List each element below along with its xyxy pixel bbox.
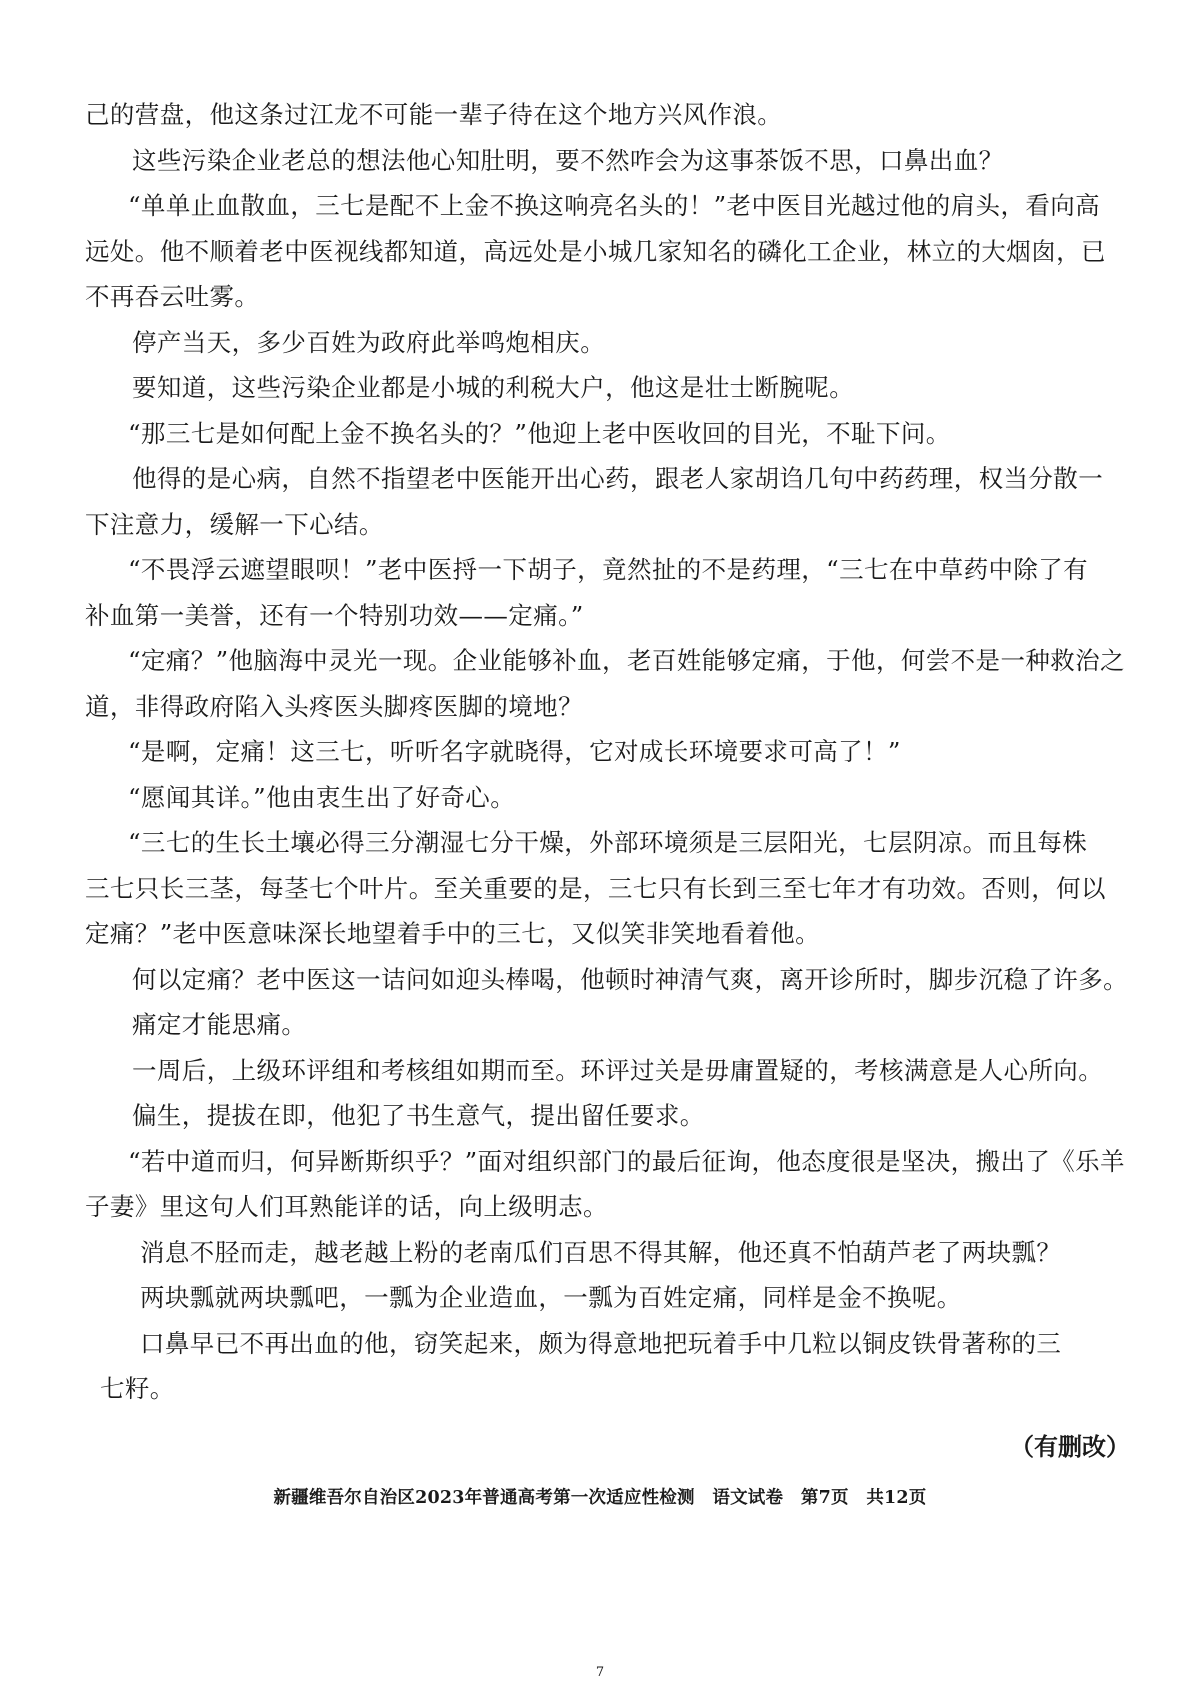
text-line: 己的营盘，他这条过江龙不可能一辈子待在这个地方兴风作浪。: [85, 100, 783, 129]
text-line: 两块瓢就两块瓢吧，一瓢为企业造血，一瓢为百姓定痛，同样是金不换呢。: [140, 1283, 962, 1312]
text-line: 偏生，提拔在即，他犯了书生意气，提出留任要求。: [132, 1101, 705, 1130]
text-line: 口鼻早已不再出血的他，窃笑起来，颇为得意地把玩着手中几粒以铜皮铁骨著称的三: [140, 1329, 1062, 1358]
source-note: （有删改）: [1010, 1432, 1130, 1461]
text-line: 一周后，上级环评组和考核组如期而至。环评过关是毋庸置疑的，考核满意是人心所向。: [132, 1056, 1104, 1085]
text-line: “那三七是如何配上金不换名头的？”他迎上老中医收回的目光，不耻下问。: [128, 419, 951, 448]
text-line: 远处。他不顺着老中医视线都知道，高远处是小城几家知名的磷化工企业，林立的大烟囱，已: [85, 237, 1106, 266]
text-line: 何以定痛？老中医这一诘问如迎头棒喝，他顿时神清气爽，离开诊所时，脚步沉稳了许多。: [132, 965, 1128, 994]
text-line: “愿闻其详。”他由衷生出了好奇心。: [128, 783, 516, 812]
text-line: 不再吞云吐雾。: [85, 282, 260, 311]
text-line: 三七只长三茎，每茎七个叶片。至关重要的是，三七只有长到三至七年才有功效。否则，何以: [85, 874, 1106, 903]
text-line: “是啊，定痛！这三七，听听名字就晓得，它对成长环境要求可高了！”: [128, 737, 901, 766]
text-line: “不畏浮云遮望眼呗！”老中医捋一下胡子，竟然扯的不是药理，“三七在中草药中除了有: [128, 555, 1089, 584]
text-line: 消息不胫而走，越老越上粉的老南瓜们百思不得其解，他还真不怕葫芦老了两块瓢？: [140, 1238, 1062, 1267]
text-line: “定痛？”他脑海中灵光一现。企业能够补血，老百姓能够定痛，于他，何尝不是一种救治之: [128, 646, 1125, 675]
text-line: 要知道，这些污染企业都是小城的利税大户，他这是壮士断腕呢。: [132, 373, 855, 402]
text-line: 补血第一美誉，还有一个特别功效——定痛。”: [85, 601, 584, 630]
text-line: 定痛？”老中医意味深长地望着手中的三七，又似笑非笑地看着他。: [85, 919, 821, 948]
text-line: “若中道而归，何异断斯织乎？”面对组织部门的最后征询，他态度很是坚决，搬出了《乐羊: [128, 1147, 1125, 1176]
text-line: 子妻》里这句人们耳熟能详的话，向上级明志。: [85, 1192, 608, 1221]
text-line: 痛定才能思痛。: [132, 1010, 307, 1039]
text-line: 他得的是心病，自然不指望老中医能开出心药，跟老人家胡诌几句中药药理，权当分散一: [132, 464, 1104, 493]
page-number: 7: [595, 1665, 605, 1680]
text-line: 下注意力，缓解一下心结。: [85, 510, 384, 539]
text-line: “单单止血散血，三七是配不上金不换这响亮名头的！”老中医目光越过他的肩头，看向高: [128, 191, 1101, 220]
text-line: 停产当天，多少百姓为政府此举鸣炮相庆。: [132, 328, 606, 357]
text-line: “三七的生长土壤必得三分潮湿七分干燥，外部环境须是三层阳光，七层阴凉。而且每株: [128, 828, 1088, 857]
text-line: 七籽。: [100, 1374, 175, 1403]
text-line: 道，非得政府陷入头疼医头脚疼医脚的境地？: [85, 692, 583, 721]
page-footer: 新疆维吾尔自治区2023年普通高考第一次适应性检测 语文试卷 第7页 共12页: [273, 1488, 927, 1508]
text-line: 这些污染企业老总的想法他心知肚明，要不然咋会为这事茶饭不思，口鼻出血？: [132, 146, 1004, 175]
